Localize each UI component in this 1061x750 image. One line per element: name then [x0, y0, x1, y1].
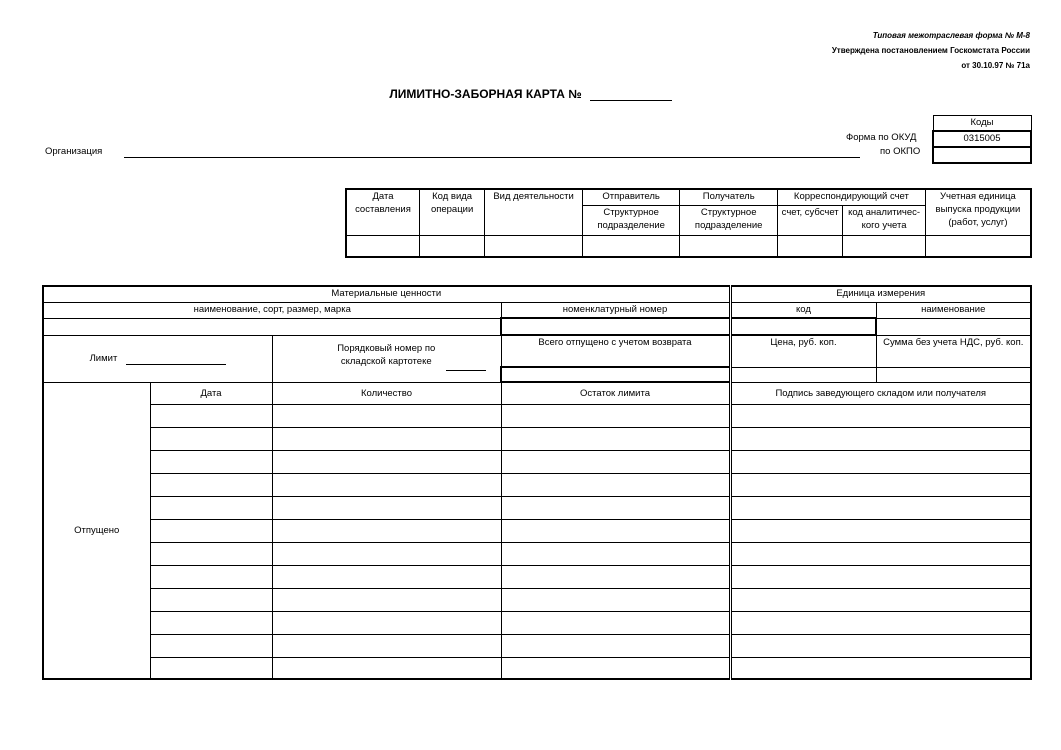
- codes-table: [932, 115, 1032, 164]
- info-activity-cell[interactable]: [485, 235, 583, 257]
- date-cell[interactable]: [150, 565, 272, 588]
- quantity-cell[interactable]: [272, 473, 501, 496]
- info-sender-sub: Структурное подразделение: [582, 205, 680, 235]
- released-label: Отпущено: [43, 382, 150, 679]
- nomenclature-cell[interactable]: [501, 318, 730, 335]
- okud-code-cell[interactable]: 0315005: [933, 131, 1031, 147]
- quantity-cell[interactable]: [272, 565, 501, 588]
- signature-cell[interactable]: [730, 611, 1031, 634]
- signature-cell[interactable]: [730, 496, 1031, 519]
- signature-cell[interactable]: [730, 427, 1031, 450]
- card-number-line[interactable]: [446, 370, 486, 371]
- remainder-cell[interactable]: [501, 565, 730, 588]
- info-unit-cell[interactable]: [925, 235, 1031, 257]
- limit-cell: [43, 335, 272, 382]
- main-table: [42, 285, 1032, 680]
- form-type-text: Типовая межотраслевая форма № М-8: [872, 31, 1030, 40]
- signature-cell[interactable]: [730, 542, 1031, 565]
- limit-label: Лимит: [89, 353, 118, 364]
- info-opcode-cell[interactable]: [419, 235, 484, 257]
- quantity-cell[interactable]: [272, 611, 501, 634]
- price-cell[interactable]: [730, 367, 876, 382]
- remainder-cell[interactable]: [501, 450, 730, 473]
- signature-cell[interactable]: [730, 519, 1031, 542]
- card-number-cell: [272, 335, 501, 382]
- date-cell[interactable]: [150, 657, 272, 679]
- remainder-cell[interactable]: [501, 496, 730, 519]
- signature-cell[interactable]: [730, 657, 1031, 679]
- info-account-header: счет, субсчет: [777, 205, 842, 235]
- unit-code-cell[interactable]: [730, 318, 876, 335]
- quantity-col-header: Количество: [272, 382, 501, 404]
- date-cell[interactable]: [150, 542, 272, 565]
- signature-cell[interactable]: [730, 634, 1031, 657]
- quantity-cell[interactable]: [272, 427, 501, 450]
- unit-measure-header: Единица измерения: [730, 286, 1031, 302]
- quantity-cell[interactable]: [272, 542, 501, 565]
- quantity-cell[interactable]: [272, 588, 501, 611]
- unit-code-header: код: [730, 302, 876, 318]
- total-released-header: Всего отпущено с учетом возврата: [501, 335, 730, 367]
- info-receiver-header: Получатель: [680, 189, 778, 205]
- date-cell[interactable]: [150, 404, 272, 427]
- price-header: Цена, руб. коп.: [730, 335, 876, 367]
- date-cell[interactable]: [150, 450, 272, 473]
- info-account-cell[interactable]: [777, 235, 842, 257]
- limit-field[interactable]: [126, 364, 226, 365]
- title-text: ЛИМИТНО-ЗАБОРНАЯ КАРТА №: [389, 87, 582, 101]
- info-sender-cell[interactable]: [582, 235, 680, 257]
- remainder-cell[interactable]: [501, 542, 730, 565]
- document-title: [0, 86, 1061, 101]
- info-receiver-cell[interactable]: [680, 235, 778, 257]
- remainder-cell[interactable]: [501, 657, 730, 679]
- card-number-field[interactable]: [590, 86, 672, 101]
- material-name-cell[interactable]: [43, 318, 501, 335]
- quantity-cell[interactable]: [272, 634, 501, 657]
- info-table: [345, 188, 1032, 258]
- signature-cell[interactable]: [730, 588, 1031, 611]
- sum-cell[interactable]: [876, 367, 1031, 382]
- organization-field[interactable]: [124, 157, 860, 158]
- unit-name-header: наименование: [876, 302, 1031, 318]
- quantity-cell[interactable]: [272, 450, 501, 473]
- remainder-cell[interactable]: [501, 634, 730, 657]
- info-date-header: Дата составления: [346, 189, 419, 235]
- info-date-cell[interactable]: [346, 235, 419, 257]
- info-opcode-header: Код вида операции: [419, 189, 484, 235]
- signature-cell[interactable]: [730, 565, 1031, 588]
- date-cell[interactable]: [150, 611, 272, 634]
- okud-label: Форма по ОКУД: [846, 132, 917, 143]
- date-cell[interactable]: [150, 634, 272, 657]
- quantity-cell[interactable]: [272, 519, 501, 542]
- info-sender-header: Отправитель: [582, 189, 680, 205]
- materials-header: Материальные ценности: [43, 286, 730, 302]
- signature-cell[interactable]: [730, 450, 1031, 473]
- signature-col-header: Подпись заведующего складом или получателя: [730, 382, 1031, 404]
- unit-name-cell[interactable]: [876, 318, 1031, 335]
- sum-header: Сумма без учета НДС, руб. коп.: [876, 335, 1031, 367]
- remainder-cell[interactable]: [501, 427, 730, 450]
- info-unit-header: Учетная единица выпуска продукции (работ, услуг): [925, 189, 1031, 235]
- info-receiver-sub: Структурное подразделение: [680, 205, 778, 235]
- date-cell[interactable]: [150, 519, 272, 542]
- total-released-cell[interactable]: [501, 367, 730, 382]
- name-grade-header: наименование, сорт, размер, марка: [43, 302, 501, 318]
- quantity-cell[interactable]: [272, 496, 501, 519]
- date-cell[interactable]: [150, 473, 272, 496]
- quantity-cell[interactable]: [272, 404, 501, 427]
- info-analytic-header: код аналитичес-кого учета: [843, 205, 925, 235]
- organization-label: Организация: [45, 146, 103, 157]
- date-col-header: Дата: [150, 382, 272, 404]
- okpo-label: по ОКПО: [880, 146, 921, 157]
- info-activity-header: Вид деятельности: [485, 189, 583, 235]
- signature-cell[interactable]: [730, 473, 1031, 496]
- info-corr-header: Корреспондирующий счет: [777, 189, 925, 205]
- date-cell[interactable]: [150, 588, 272, 611]
- remainder-cell[interactable]: [501, 473, 730, 496]
- card-number-label: Порядковый номер по складской картотеке: [337, 342, 436, 367]
- remainder-cell[interactable]: [501, 588, 730, 611]
- signature-cell[interactable]: [730, 404, 1031, 427]
- remainder-cell[interactable]: [501, 611, 730, 634]
- okpo-code-cell[interactable]: [933, 147, 1031, 163]
- remainder-cell[interactable]: [501, 404, 730, 427]
- nomenclature-header: номенклатурный номер: [501, 302, 730, 318]
- quantity-cell[interactable]: [272, 657, 501, 679]
- codes-header: Коды: [933, 116, 1031, 132]
- date-cell[interactable]: [150, 427, 272, 450]
- remainder-cell[interactable]: [501, 519, 730, 542]
- approval-date: от 30.10.97 № 71а: [961, 61, 1030, 70]
- remainder-col-header: Остаток лимита: [501, 382, 730, 404]
- date-cell[interactable]: [150, 496, 272, 519]
- approval-text: Утверждена постановлением Госкомстата России: [831, 46, 1030, 55]
- info-analytic-cell[interactable]: [843, 235, 925, 257]
